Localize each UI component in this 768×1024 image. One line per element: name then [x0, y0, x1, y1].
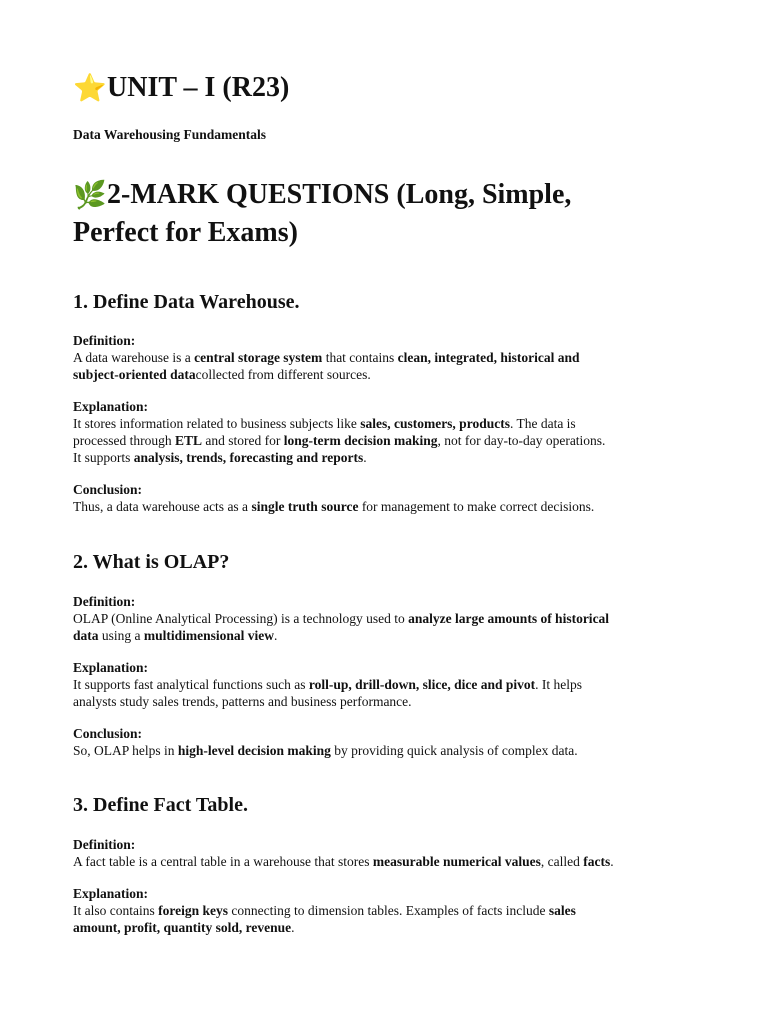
text-run: for management to make correct decisions.	[358, 499, 595, 514]
text-line	[73, 349, 713, 366]
page-title	[73, 68, 289, 108]
text-run: It supports fast analytical functions such as	[73, 677, 309, 692]
text-run: , called	[540, 854, 584, 869]
page-subtitle: Data Warehousing Fundamentals	[73, 127, 267, 142]
bold-run: foreign keys	[158, 903, 228, 918]
question-1-heading: 1. Define Data Warehouse.	[73, 291, 300, 313]
text-line	[73, 498, 713, 515]
bold-run: sales	[548, 903, 576, 918]
bold-run: facts	[583, 854, 611, 869]
star-icon: ⭐	[73, 73, 107, 103]
text-run: collected from different sources.	[195, 367, 371, 382]
bold-run: high-level decision making	[177, 743, 331, 758]
text-run: So, OLAP helps in	[73, 743, 178, 758]
text-line	[73, 449, 713, 466]
bold-run: sales, customers, products	[360, 416, 510, 431]
question-1-conclusion	[73, 481, 713, 515]
bold-run: subject-oriented data	[73, 367, 196, 382]
bold-run: measurable numerical values	[372, 854, 541, 869]
bold-run: long-term decision making	[283, 433, 438, 448]
text-run: .	[363, 450, 367, 465]
conclusion-label: Conclusion:	[73, 482, 143, 497]
text-line	[73, 627, 713, 644]
text-line	[73, 902, 713, 919]
text-run: connecting to dimension tables. Examples of facts include	[227, 903, 549, 918]
conclusion-label: Conclusion:	[73, 726, 143, 741]
question-2-definition	[73, 593, 713, 644]
question-3-definition	[73, 836, 713, 870]
bold-run: multidimensional view	[143, 628, 275, 643]
text-run: that contains	[322, 350, 398, 365]
text-run: using a	[98, 628, 144, 643]
text-line	[73, 415, 713, 432]
question-3-explanation	[73, 885, 713, 936]
explanation-label: Explanation:	[73, 886, 149, 901]
text-line	[73, 366, 713, 383]
bold-run: single truth source	[251, 499, 359, 514]
bold-run: ETL	[174, 433, 202, 448]
explanation-label: Explanation:	[73, 660, 149, 675]
question-1-definition	[73, 332, 713, 383]
explanation-label: Explanation:	[73, 399, 149, 414]
bold-run: roll-up, drill-down, slice, dice and pivot	[308, 677, 536, 692]
text-run: Thus, a data warehouse acts as a	[73, 499, 252, 514]
text-run: It stores information related to business subjects like	[73, 416, 361, 431]
text-run: It supports	[73, 450, 134, 465]
text-run: by providing quick analysis of complex data.	[330, 743, 578, 758]
text-run: A fact table is a central table in a warehouse that stores	[73, 854, 373, 869]
text-run: and stored for	[202, 433, 284, 448]
text-run: .	[291, 920, 295, 935]
bold-run: amount, profit, quantity sold, revenue	[73, 920, 292, 935]
page-title-text: UNIT – I (R23)	[107, 72, 290, 103]
section-heading-text-1: 2-MARK QUESTIONS (Long, Simple,	[107, 179, 572, 210]
bold-run: central storage system	[194, 350, 323, 365]
text-run: processed through	[73, 433, 175, 448]
text-line	[73, 919, 713, 936]
question-3-heading: 3. Define Fact Table.	[73, 794, 248, 816]
section-heading	[73, 176, 713, 252]
text-line	[73, 432, 713, 449]
question-2-heading: 2. What is OLAP?	[73, 551, 230, 573]
text-line	[73, 676, 713, 693]
definition-label: Definition:	[73, 594, 136, 609]
bold-run: analysis, trends, forecasting and reports	[133, 450, 364, 465]
text-run: .	[274, 628, 278, 643]
text-line	[73, 742, 713, 759]
section-heading-line-2: Perfect for Exams)	[73, 217, 298, 248]
text-run: OLAP (Online Analytical Processing) is a technology used to	[73, 611, 409, 626]
text-run: It also contains	[73, 903, 159, 918]
question-2-conclusion	[73, 725, 713, 759]
section-heading-line-1	[73, 176, 713, 214]
definition-label: Definition:	[73, 333, 136, 348]
definition-label: Definition:	[73, 837, 136, 852]
question-1-explanation	[73, 398, 713, 466]
text-run: , not for day-to-day operations.	[437, 433, 606, 448]
text-run: . It helps	[535, 677, 582, 692]
bold-run: analyze large amounts of historical	[408, 611, 610, 626]
bold-run: clean, integrated, historical and	[397, 350, 580, 365]
text-line: analysts study sales trends, patterns and business performance.	[73, 694, 412, 709]
text-run: A data warehouse is a	[73, 350, 195, 365]
text-line	[73, 610, 713, 627]
text-run: .	[610, 854, 614, 869]
text-run: . The data is	[509, 416, 576, 431]
herb-icon: 🌿	[73, 180, 107, 210]
text-line	[73, 853, 713, 870]
question-2-explanation	[73, 659, 713, 710]
bold-run: data	[73, 628, 99, 643]
